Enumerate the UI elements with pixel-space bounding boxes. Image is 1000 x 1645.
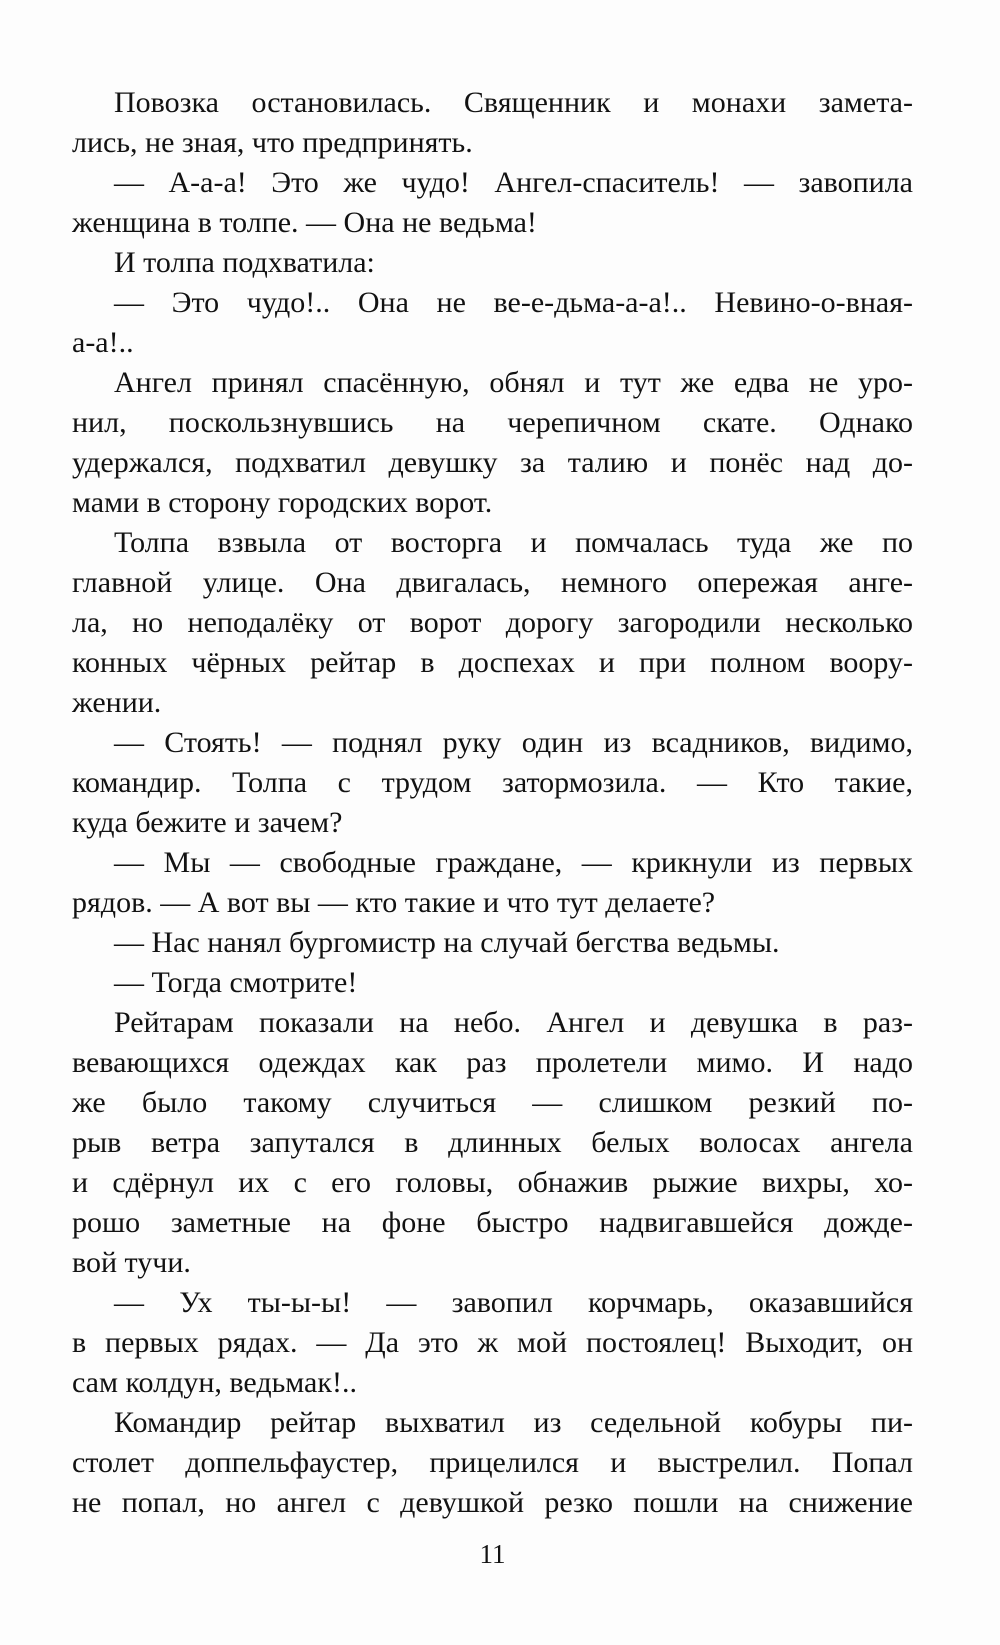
text-line: командир. Толпа с трудом затормозила. — Кто такие, — [72, 766, 913, 799]
paragraph — [72, 843, 913, 923]
text-line: женщина в толпе. — Она не ведьма! — [72, 206, 537, 239]
text-line: Повозка остановилась. Священник и монахи замета- — [114, 86, 913, 119]
text-line: Рейтарам показали на небо. Ангел и девушка в раз- — [114, 1006, 913, 1039]
paragraph — [72, 283, 913, 363]
paragraph — [72, 1283, 913, 1403]
text-line: И толпа подхватила: — [114, 246, 375, 279]
text-line: столет доппельфаустер, прицелился и выстрелил. Попал — [72, 1446, 913, 1479]
text-line: не попал, но ангел с девушкой резко пошли на снижение — [72, 1486, 913, 1519]
text-line: сам колдун, ведьмак!.. — [72, 1366, 357, 1399]
text-line: жении. — [72, 686, 162, 719]
text-line: — Нас нанял бургомистр на случай бегства ведьмы. — [114, 926, 780, 959]
text-line: — Стоять! — поднял руку один из всадников, видимо, — [114, 726, 913, 759]
paragraph — [72, 1403, 913, 1523]
paragraph — [72, 923, 913, 963]
text-line: рыв ветра запутался в длинных белых волосах ангела — [72, 1126, 913, 1159]
text-line: мами в сторону городских ворот. — [72, 486, 493, 519]
page-text-block — [72, 83, 913, 1523]
text-line: ла, но неподалёку от ворот дорогу загородили несколько — [72, 606, 913, 639]
paragraph — [72, 163, 913, 243]
paragraph — [72, 363, 913, 523]
text-line: конных чёрных рейтар в доспехах и при полном воору- — [72, 646, 913, 679]
text-line: главной улице. Она двигалась, немного опережая анге- — [72, 566, 913, 599]
paragraph — [72, 523, 913, 723]
text-line: — Ух ты-ы-ы! — завопил корчмарь, оказавшийся — [114, 1286, 913, 1319]
paragraph — [72, 963, 913, 1003]
text-line: вой тучи. — [72, 1246, 191, 1279]
page-number: 11 — [479, 1539, 506, 1569]
text-line: — Мы — свободные граждане, — крикнули из первых — [114, 846, 913, 879]
text-line: рошо заметные на фоне быстро надвигавшейся дожде- — [72, 1206, 913, 1239]
text-line: — Это чудо!.. Она не ве-е-дьма-а-а!.. Невино-о-вная- — [114, 286, 913, 319]
text-line: же было такому случиться — слишком резкий по- — [72, 1086, 913, 1119]
text-line: в первых рядах. — Да это ж мой постоялец! Выходит, он — [72, 1326, 913, 1359]
text-line: куда бежите и зачем? — [72, 806, 343, 839]
text-line: Толпа взвыла от восторга и помчалась туда же по — [114, 526, 913, 559]
text-line: Командир рейтар выхватил из седельной кобуры пи- — [114, 1406, 913, 1439]
text-line: а-а!.. — [72, 326, 134, 359]
text-line: удержался, подхватил девушку за талию и понёс над до- — [72, 446, 913, 479]
text-line: лись, не зная, что предпринять. — [72, 126, 473, 159]
paragraph — [72, 243, 913, 283]
paragraph — [72, 83, 913, 163]
text-line: — Тогда смотрите! — [114, 966, 358, 999]
text-line: рядов. — А вот вы — кто такие и что тут делаете? — [72, 886, 716, 919]
paragraph — [72, 1003, 913, 1283]
text-line: вевающихся одеждах как раз пролетели мимо. И надо — [72, 1046, 913, 1079]
paragraph — [72, 723, 913, 843]
text-line: и сдёрнул их с его головы, обнажив рыжие вихры, хо- — [72, 1166, 913, 1199]
text-line: Ангел принял спасённую, обнял и тут же едва не уро- — [114, 366, 913, 399]
text-line: нил, поскользнувшись на черепичном скате. Однако — [72, 406, 913, 439]
text-line: — А-а-а! Это же чудо! Ангел-спаситель! — завопила — [114, 166, 913, 199]
